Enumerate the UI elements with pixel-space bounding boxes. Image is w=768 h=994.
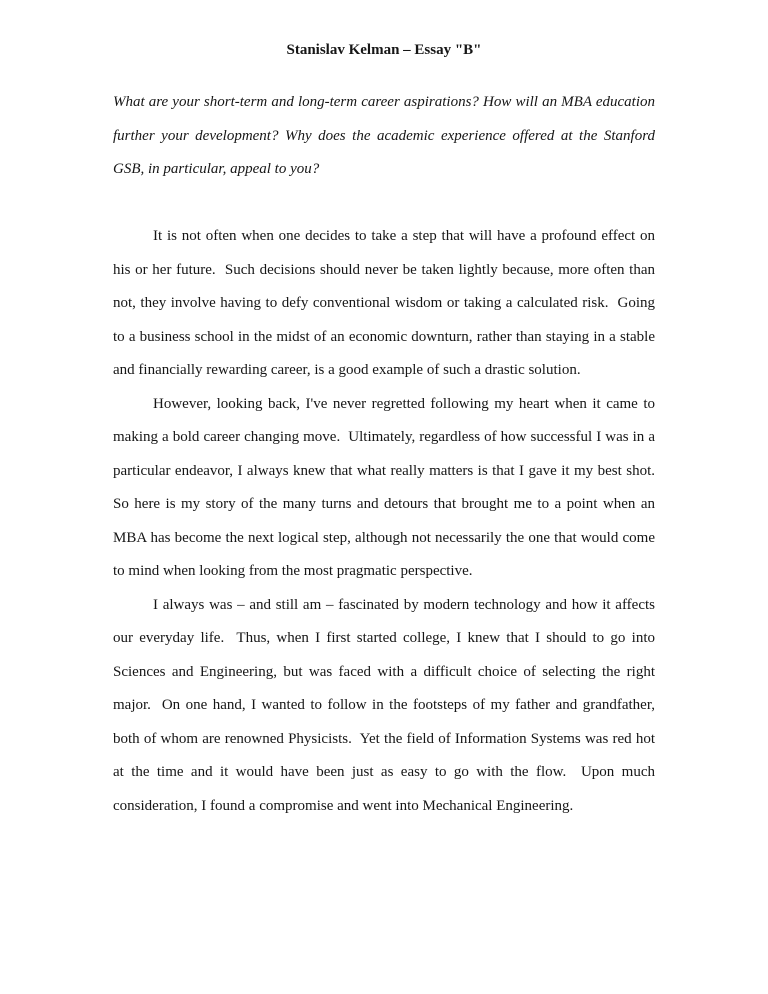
essay-paragraph-1: It is not often when one decides to take a step that will have a profound effect on his or her future. Such decisions should never be taken lightly because, more often than not, they involve having to defy conventional wisdom or taking a calculated risk. Going to a business school in the midst of an economic downturn, rather than staying in a stable and financially rewarding career, is a good example of such a drastic solution. — [113, 228, 659, 378]
essay-prompt: What are your short-term and long-term career aspirations? How will an MBA education further your development? Why does the academic experience offered at the Stanford GSB, in particular, appeal to you? — [113, 94, 659, 177]
document-content — [113, 40, 663, 823]
paragraph-spacer — [113, 187, 655, 221]
essay-paragraph-3: I always was – and still am – fascinated by modern technology and how it affects our everyday life. Thus, when I first started college, I knew that I should to go into Sciences and Engineering, but was faced with a difficult choice of selecting the right major. On one hand, I wanted to follow in the footsteps of my father and grandfather, both of whom are renowned Physicists. Yet the field of Information Systems was red hot at the time and it would have been just as easy to go with the flow. Upon much consideration, I found a compromise and went into Mechanical Engineering. — [113, 596, 659, 814]
essay-paragraph-2: However, looking back, I've never regretted following my heart when it came to making a bold career changing move. Ultimately, regardless of how successful I was in a particular endeavor, I always knew that what really matters is that I gave it my best shot. So here is my story of the many turns and detours that brought me to a point when an MBA has become the next logical step, although not necessarily the one that would come to mind when looking from the most pragmatic perspective. — [113, 395, 663, 579]
essay-title: Stanislav Kelman – Essay "B" — [286, 42, 482, 58]
